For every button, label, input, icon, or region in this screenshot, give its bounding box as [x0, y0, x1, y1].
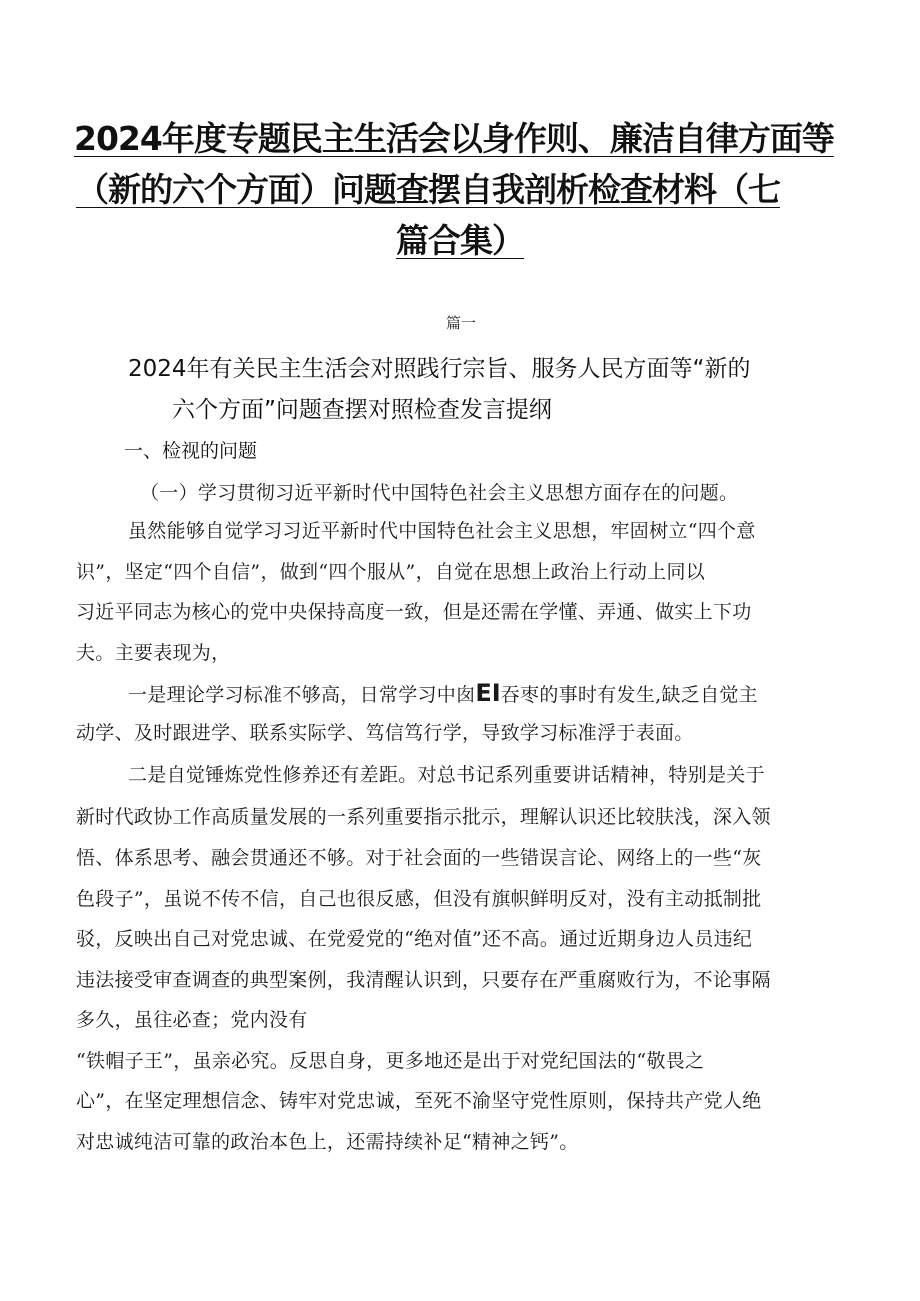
paragraph-line: 悟、体系思考、融会贯通还不够。对于社会面的一些错误言论、网络上的一些“灰: [76, 847, 762, 869]
piece-label: 篇一: [446, 314, 477, 332]
paragraph-line: 虽然能够自觉学习习近平新时代中国特色社会主义思想，牢固树立“四个意: [128, 520, 756, 542]
paragraph-line: 二是自觉锤炼党性修养还有差距。对总书记系列重要讲话精神，特别是关于: [128, 764, 765, 786]
point-one-text-after: 吞枣的事时有发生,缺乏自觉主: [500, 684, 758, 706]
document-title-line-1: 2024年度专题民主生活会以身作则、廉洁自律方面等: [74, 119, 834, 158]
subtitle-line-2: 六个方面”问题查摆对照检查发言提纲: [172, 397, 552, 423]
paragraph-line: 心”，在坚定理想信念、铸牢对党忠诚，至死不渝坚守党性原则，保持共产党人绝: [76, 1090, 762, 1112]
paragraph-line: 色段子”，虽说不传不信，自己也很反感，但没有旗帜鲜明反对，没有主动抵制批: [76, 888, 762, 910]
subsection-heading: （一）学习贯彻习近平新时代中国特色社会主义思想方面存在的问题。: [140, 482, 739, 504]
section-heading: 一、检视的问题: [124, 440, 258, 462]
document-title-line-3: 篇合集）: [396, 221, 524, 260]
paragraph-line: 对忠诚纯洁可靠的政治本色上，还需持续补足“精神之钙”。: [76, 1131, 579, 1153]
paragraph-line: 新时代政协工作高质量发展的一系列重要指示批示，理解认识还比较肤浅，深入领: [76, 806, 771, 828]
point-one-line-1: [128, 679, 758, 707]
point-one-line-2: 动学、及时跟进学、联系实际学、笃信笃行学，导致学习标准浮于表面。: [76, 722, 694, 744]
paragraph-line: 习近平同志为核心的党中央保持高度一致，但是还需在学懂、弄通、做实上下功: [76, 601, 752, 623]
point-one-text-before: 一是理论学习标准不够高，日常学习中囱: [128, 684, 476, 706]
document-title-line-2: （新的六个方面）问题查摆自我剖析检查材料（七: [76, 170, 780, 209]
paragraph-line: 违法接受审查调查的典型案例，我清醒认识到，只要存在严重腐败行为，不论事隔: [76, 969, 771, 991]
paragraph-line: 多久，虽往必查；党内没有: [76, 1009, 308, 1031]
paragraph-line: 夫。主要表现为，: [76, 642, 231, 664]
subtitle-line-1: 2024年有关民主生活会对照践行宗旨、服务人民方面等“新的: [128, 356, 751, 382]
paragraph-line: “铁帽子王”，虽亲必究。反思自身，更多地还是出于对党纪国法的“敬畏之: [76, 1050, 705, 1072]
ocr-artifact-glyph: EI: [475, 679, 501, 707]
paragraph-line: 识”，坚定“四个自信”，做到“四个服从”，自觉在思想上政治上行动上同以: [76, 561, 706, 583]
paragraph-line: 驳，反映出自己对党忠诚、在党爱党的“绝对值”还不高。通过近期身边人员违纪: [76, 928, 753, 950]
